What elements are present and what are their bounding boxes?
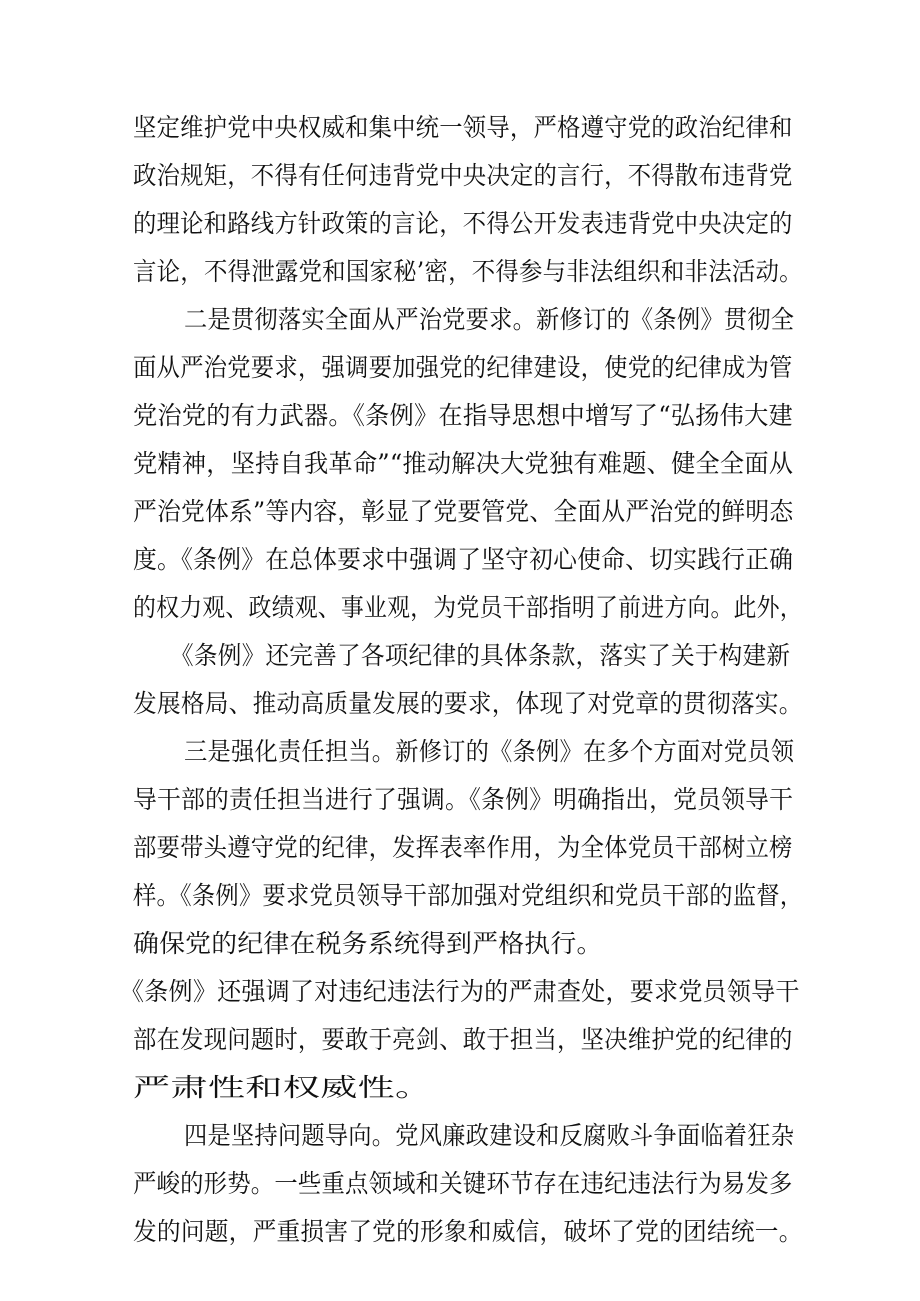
text-line: 二是贯彻落实全面从严治党要求。新修订的《条例》贯彻全 xyxy=(184,305,795,334)
text-line: 言论，不得泄露党和国家秘’密，不得参与非法组织和非法活动。 xyxy=(133,257,803,286)
text-line: 三是强化责任担当。新修订的《条例》在多个方面对党员领 xyxy=(184,737,795,766)
text-line: 的理论和路线方针政策的言论，不得公开发表违背党中央决定的 xyxy=(133,209,793,238)
text-line: 严肃性和权威性。 xyxy=(133,1073,433,1102)
text-line: 部要带头遵守党的纪律，发挥表率作用，为全体党员干部树立榜 xyxy=(133,833,793,862)
text-line: 《条例》还完善了各项纪律的具体条款，落实了关于构建新 xyxy=(170,641,791,670)
text-line: 严峻的形势。一些重点领域和关键环节存在违纪违法行为易发多 xyxy=(133,1169,793,1198)
text-line: 导干部的责任担当进行了强调。《条例》明确指出，党员领导干 xyxy=(133,785,794,814)
text-line: 发的问题，严重损害了党的形象和威信，破坏了党的团结统一。 xyxy=(133,1217,803,1246)
text-line: 党治党的有力武器。《条例》在指导思想中增写了“弘扬伟大建 xyxy=(133,401,793,430)
text-line: 度。《条例》在总体要求中强调了坚守初心使命、切实践行正确 xyxy=(133,545,794,574)
text-line: 部在发现问题时，要敢于亮剑、敢于担当，坚决维护党的纪律的 xyxy=(133,1025,793,1054)
text-line: 样。《条例》要求党员领导干部加强对党组织和党员干部的监督， xyxy=(133,881,804,910)
text-line: 发展格局、推动高质量发展的要求，体现了对党章的贯彻落实。 xyxy=(133,689,803,718)
text-line: 四是坚持问题导向。党风廉政建设和反腐败斗争面临着狂杂 xyxy=(184,1121,795,1150)
text-line: 党精神，坚持自我革命”“推动解决大党独有难题、健全全面从 xyxy=(133,449,794,478)
text-line: 的权力观、政绩观、事业观，为党员干部指明了前进方向。此外， xyxy=(133,593,803,622)
text-line: 《条例》还强调了对违纪违法行为的严肃查处，要求党员领导干 xyxy=(120,977,800,1006)
text-line: 政治规矩，不得有任何违背党中央决定的言行，不得散布违背党 xyxy=(133,161,793,190)
text-line: 确保党的纪律在税务系统得到严格执行。 xyxy=(133,929,603,958)
text-line: 坚定维护党中央权威和集中统一领导，严格遵守党的政治纪律和 xyxy=(133,113,793,142)
text-line: 面从严治党要求，强调要加强党的纪律建设，使党的纪律成为管 xyxy=(133,353,793,382)
text-line: 严治党体系”等内容，彰显了党要管党、全面从严治党的鲜明态 xyxy=(133,497,794,526)
